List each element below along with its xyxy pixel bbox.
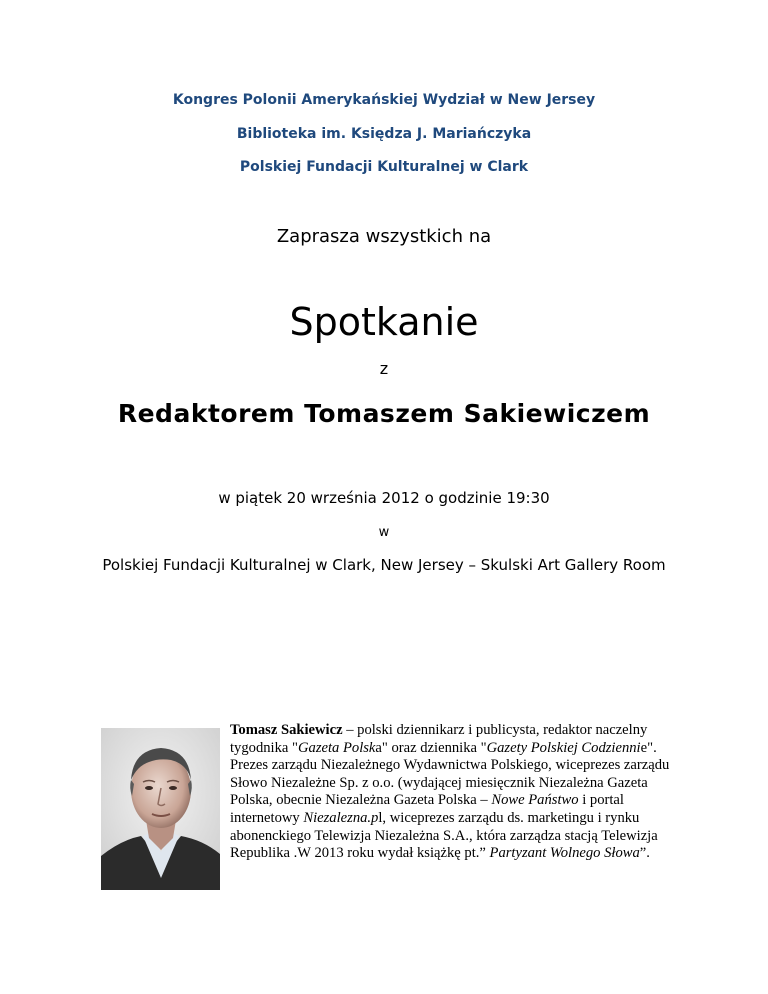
invitation-text: Zaprasza wszystkich na [276,226,492,247]
bio-text-1: – polski dziennikarz i publicysta, redaktor naczelny tygodnika " [230,722,648,756]
bio-text-2: " oraz dziennika " [381,739,487,756]
bio-gazety-polskiej: Gazety Polskiej Codzienni [486,739,641,756]
bio-name: Tomasz Sakiewicz [230,722,343,738]
guest-name: Redaktorem Tomaszem Sakiewiczem [117,399,651,428]
portrait-photo [101,728,220,890]
biography-paragraph [230,722,685,863]
event-at: w [378,525,390,540]
bio-book-title: Partyzant Wolnego Słowa [489,845,640,862]
event-place: Polskiej Fundacji Kulturalnej w Clark, New Jersey – Skulski Art Gallery Room [102,556,666,574]
bio-text-3: ". Prezes zarządu Niezależnego Wydawnictwa Polskiego, wiceprezes zarządu Słowo Niezależne Sp. z o.o. (wydającej miesięcznik Niezależna Gazeta Polska, obecnie Niezależna Gazeta Polska – [230,739,670,809]
bio-gazety-polskiej-end: e [640,739,648,756]
bio-nowe-panstwo: Nowe Państwo [491,792,579,809]
header-line-library: Biblioteka im. Księdza J. Mariańczyka [236,126,532,142]
bio-gazeta-polska: Gazeta Polsk [297,739,376,756]
bio-niezalezna-end: l [378,809,383,826]
bio-text-5: , wiceprezes zarządu ds. marketingu i rynku abonenckiego Telewizja Niezależna S.A., która zarządza stacją Telewizja Republika .W 2013 roku wydał książkę pt.” [230,809,658,862]
event-with: z [379,359,389,378]
bio-text-6: ”. [639,845,650,862]
bio-niezalezna: Niezalezna.p [303,809,379,826]
header-line-congress: Kongres Polonii Amerykańskiej Wydział w New Jersey [172,92,596,108]
bio-text-4: i portal internetowy [230,792,624,826]
header-line-foundation: Polskiej Fundacji Kulturalnej w Clark [239,159,529,175]
event-date: w piątek 20 września 2012 o godzinie 19:30 [218,489,550,507]
event-title: Spotkanie [289,300,479,344]
bio-gazeta-polska-end: a [375,739,382,756]
